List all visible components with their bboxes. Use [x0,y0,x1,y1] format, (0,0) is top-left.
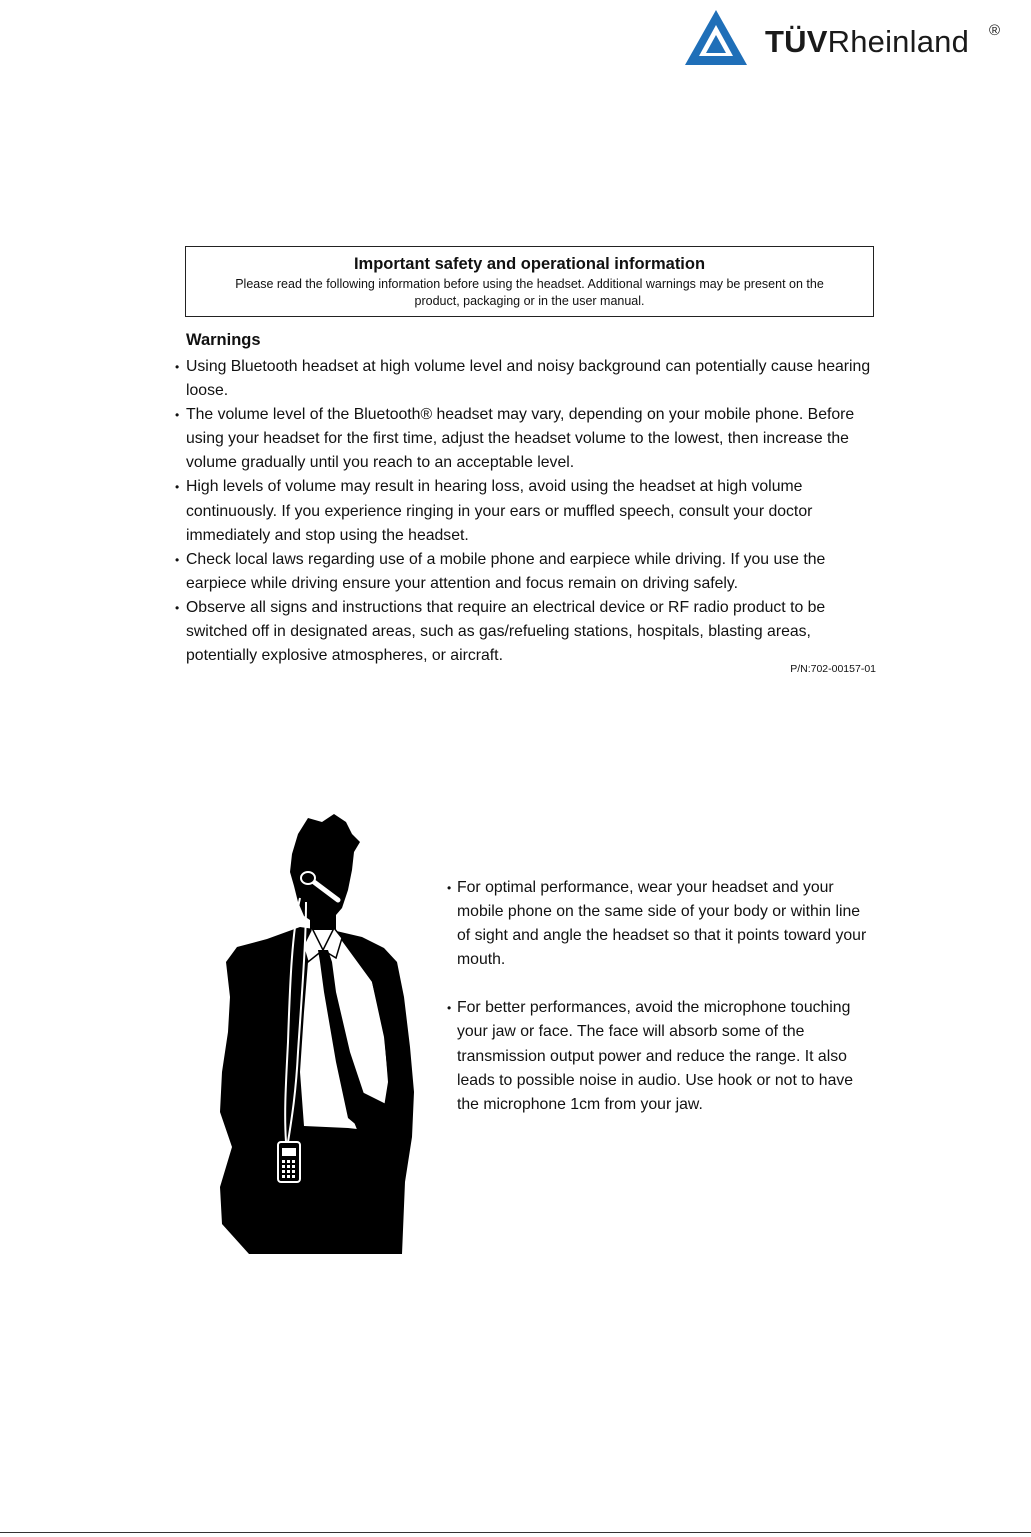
registered-mark: ® [989,22,1001,39]
triangle-logo-icon [683,8,749,68]
safety-info-box [185,246,874,317]
warnings-list [175,355,875,668]
part-number: P/N:702-00157-01 [790,663,876,675]
warning-item: • Check local laws regarding use of a mobile phone and earpiece while driving. If you use the earpiece while driving ensure your attention and focus remain on driving safely. [175,548,875,596]
warnings-heading: Warnings [186,331,261,349]
logo-brand-regular: Rheinland [827,24,970,59]
tuv-rheinland-logo [683,8,1013,68]
warning-item: • The volume level of the Bluetooth® headset may vary, depending on your mobile phone. Before using your headset for the first time, adjust the headset volume to the lowest, then increase the volume gradually until you reach to an acceptable level. [175,403,875,475]
logo-wordmark [765,24,969,60]
performance-tip-item: • For optimal performance, wear your headset and your mobile phone on the same side of your body or within line of sight and angle the headset so that it points toward your mouth. [447,876,877,972]
warning-item: • Using Bluetooth headset at high volume level and noisy background can potentially cause hearing loose. [175,355,875,403]
man-with-headset-illustration [212,812,427,1254]
info-box-title: Important safety and operational information [353,255,706,273]
info-box-subtitle: Please read the following information before using the headset. Additional warnings may be present on the product, packaging or in the user manual. [235,277,824,308]
performance-tip-item: • For better performances, avoid the microphone touching your jaw or face. The face will absorb some of the transmission output power and reduce the range. It also leads to possible noise in audio. Use hook or not to have the microphone 1cm from your jaw. [447,996,877,1116]
warning-item: • Observe all signs and instructions that require an electrical device or RF radio product to be switched off in designated areas, such as gas/refueling stations, hospitals, blasting areas, potentially explosive atmospheres, or aircraft. [175,596,875,668]
bottom-divider [0,1532,1031,1533]
performance-tips-list [447,876,877,1117]
warning-item: • High levels of volume may result in hearing loss, avoid using the headset at high volume continuously. If you experience ringing in your ears or muffled speech, consult your doctor immediately and stop using the headset. [175,475,875,547]
logo-brand-bold: TÜV [765,24,828,59]
